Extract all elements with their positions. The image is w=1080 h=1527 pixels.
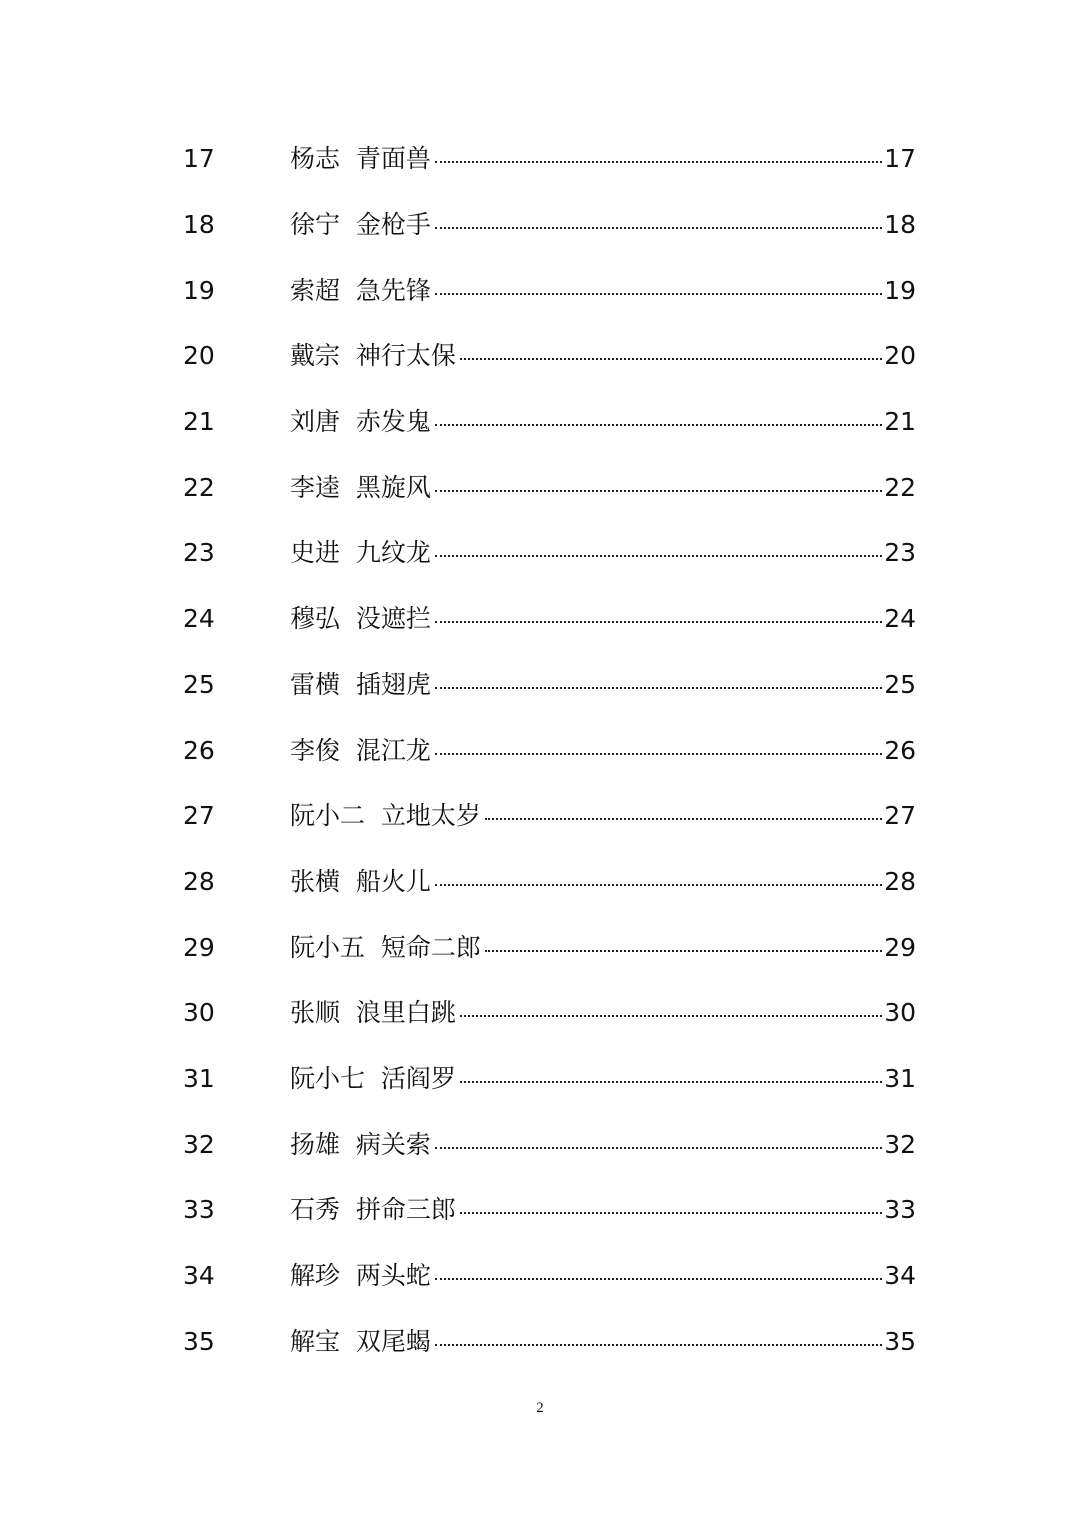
dot-leader xyxy=(435,490,882,492)
toc-entry-title: 穆弘 没遮拦 xyxy=(290,604,431,634)
toc-entry-page: 26 xyxy=(884,735,916,765)
toc-entry-page: 28 xyxy=(884,866,916,896)
toc-entry-page: 25 xyxy=(884,669,916,699)
toc-entry-page: 20 xyxy=(884,341,916,371)
dot-leader xyxy=(435,1344,882,1346)
toc-row xyxy=(183,849,916,915)
toc-row xyxy=(183,520,916,586)
toc-row xyxy=(183,783,916,849)
toc-entry xyxy=(290,801,916,831)
dot-leader xyxy=(485,950,882,952)
toc-entry-title: 阮小二 立地太岁 xyxy=(290,801,481,831)
toc-entry-page: 34 xyxy=(884,1261,916,1291)
toc-entry xyxy=(290,866,916,896)
toc-entry-number: 18 xyxy=(183,210,215,240)
toc-row xyxy=(183,323,916,389)
toc-row xyxy=(183,1243,916,1309)
toc-row xyxy=(183,586,916,652)
toc-entry xyxy=(290,341,916,371)
dot-leader xyxy=(485,818,882,820)
table-of-contents xyxy=(183,126,916,1374)
toc-entry xyxy=(290,1326,916,1356)
toc-entry xyxy=(290,407,916,437)
dot-leader xyxy=(435,687,882,689)
toc-entry-page: 29 xyxy=(884,932,916,962)
toc-entry-number: 23 xyxy=(183,538,215,568)
toc-entry xyxy=(290,735,916,765)
toc-entry xyxy=(290,1129,916,1159)
toc-row xyxy=(183,652,916,718)
toc-entry-number: 33 xyxy=(183,1195,215,1225)
dot-leader xyxy=(435,424,882,426)
toc-entry-number: 31 xyxy=(183,1063,215,1093)
toc-entry-title: 张顺 浪里白跳 xyxy=(290,998,456,1028)
toc-row xyxy=(183,257,916,323)
toc-row xyxy=(183,1308,916,1374)
toc-entry-number: 17 xyxy=(183,144,215,174)
toc-row xyxy=(183,126,916,192)
toc-entry-title: 戴宗 神行太保 xyxy=(290,341,456,371)
toc-entry-page: 35 xyxy=(884,1326,916,1356)
toc-entry-page: 22 xyxy=(884,472,916,502)
dot-leader xyxy=(460,1015,882,1017)
dot-leader xyxy=(460,358,882,360)
toc-entry-title: 张横 船火儿 xyxy=(290,866,431,896)
dot-leader xyxy=(435,1278,882,1280)
dot-leader xyxy=(435,884,882,886)
toc-row xyxy=(183,454,916,520)
toc-entry xyxy=(290,998,916,1028)
toc-entry-number: 35 xyxy=(183,1326,215,1356)
toc-entry-title: 李俊 混江龙 xyxy=(290,735,431,765)
toc-entry-title: 索超 急先锋 xyxy=(290,275,431,305)
toc-entry-number: 24 xyxy=(183,604,215,634)
toc-entry-page: 33 xyxy=(884,1195,916,1225)
toc-entry xyxy=(290,669,916,699)
toc-entry xyxy=(290,210,916,240)
dot-leader xyxy=(435,555,882,557)
toc-entry xyxy=(290,275,916,305)
toc-entry xyxy=(290,538,916,568)
toc-entry xyxy=(290,472,916,502)
toc-entry-title: 石秀 拼命三郎 xyxy=(290,1195,456,1225)
toc-entry xyxy=(290,1195,916,1225)
toc-entry-page: 18 xyxy=(884,210,916,240)
toc-entry-page: 21 xyxy=(884,407,916,437)
toc-entry-page: 17 xyxy=(884,144,916,174)
toc-entry-number: 29 xyxy=(183,932,215,962)
toc-entry-title: 史进 九纹龙 xyxy=(290,538,431,568)
toc-entry-number: 25 xyxy=(183,669,215,699)
toc-entry-title: 解宝 双尾蝎 xyxy=(290,1326,431,1356)
toc-entry-title: 徐宁 金枪手 xyxy=(290,210,431,240)
toc-entry-number: 26 xyxy=(183,735,215,765)
toc-entry-number: 21 xyxy=(183,407,215,437)
dot-leader xyxy=(460,1212,882,1214)
toc-entry-title: 解珍 两头蛇 xyxy=(290,1261,431,1291)
toc-entry-title: 阮小五 短命二郎 xyxy=(290,932,481,962)
toc-entry-title: 雷横 插翅虎 xyxy=(290,669,431,699)
toc-row xyxy=(183,1111,916,1177)
dot-leader xyxy=(435,293,882,295)
toc-entry-number: 19 xyxy=(183,275,215,305)
toc-row xyxy=(183,389,916,455)
toc-entry xyxy=(290,932,916,962)
toc-entry-page: 27 xyxy=(884,801,916,831)
toc-entry-page: 30 xyxy=(884,998,916,1028)
toc-row xyxy=(183,717,916,783)
toc-row xyxy=(183,1046,916,1112)
toc-entry-number: 27 xyxy=(183,801,215,831)
toc-row xyxy=(183,192,916,258)
toc-entry-title: 阮小七 活阎罗 xyxy=(290,1063,456,1093)
toc-entry-number: 28 xyxy=(183,866,215,896)
toc-entry xyxy=(290,1063,916,1093)
toc-row xyxy=(183,1177,916,1243)
toc-entry-page: 24 xyxy=(884,604,916,634)
toc-entry-page: 31 xyxy=(884,1063,916,1093)
toc-entry xyxy=(290,144,916,174)
dot-leader xyxy=(435,227,882,229)
toc-entry-page: 23 xyxy=(884,538,916,568)
toc-entry-number: 34 xyxy=(183,1261,215,1291)
dot-leader xyxy=(435,753,882,755)
dot-leader xyxy=(435,621,882,623)
toc-entry-title: 扬雄 病关索 xyxy=(290,1129,431,1159)
toc-entry-number: 32 xyxy=(183,1129,215,1159)
dot-leader xyxy=(435,161,882,163)
dot-leader xyxy=(435,1147,882,1149)
toc-entry xyxy=(290,1261,916,1291)
toc-entry-page: 19 xyxy=(884,275,916,305)
toc-row xyxy=(183,914,916,980)
toc-entry-number: 22 xyxy=(183,472,215,502)
toc-row xyxy=(183,980,916,1046)
dot-leader xyxy=(460,1081,882,1083)
toc-entry xyxy=(290,604,916,634)
toc-entry-title: 李逵 黑旋风 xyxy=(290,472,431,502)
toc-entry-title: 刘唐 赤发鬼 xyxy=(290,407,431,437)
toc-entry-number: 30 xyxy=(183,998,215,1028)
page-number-footer: 2 xyxy=(536,1400,544,1416)
toc-entry-title: 杨志 青面兽 xyxy=(290,144,431,174)
toc-entry-page: 32 xyxy=(884,1129,916,1159)
toc-entry-number: 20 xyxy=(183,341,215,371)
